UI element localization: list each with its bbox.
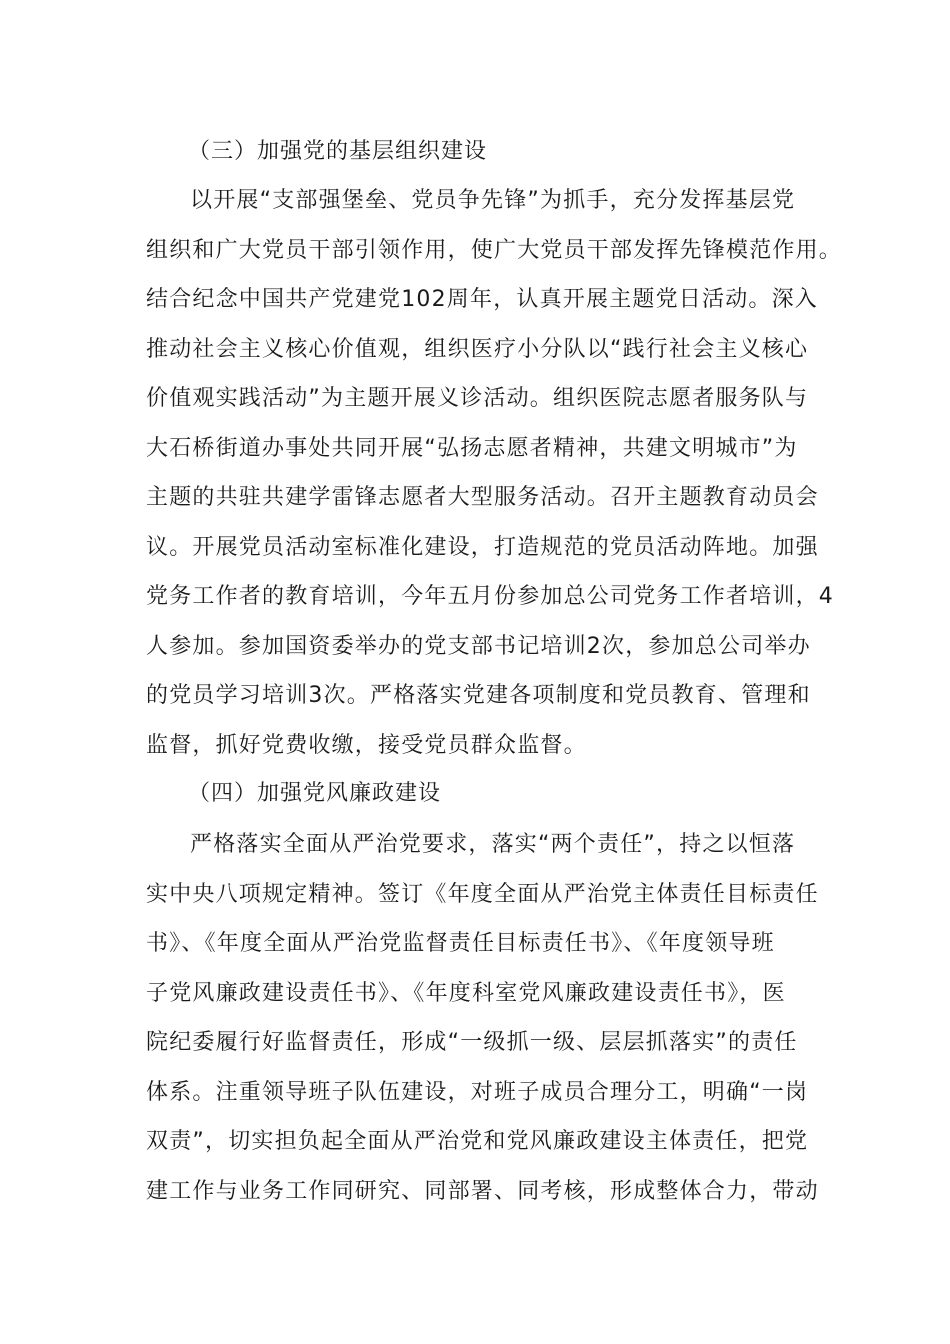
paragraph-line: 建工作与业务工作同研究、同部署、同考核，形成整体合力，带动 — [146, 1178, 819, 1204]
paragraph-line: 监督，抓好党费收缴，接受党员群众监督。 — [146, 732, 587, 758]
paragraph-line: 院纪委履行好监督责任，形成“一级抓一级、层层抓落实”的责任 — [146, 1030, 798, 1055]
paragraph-line: 主题的共驻共建学雷锋志愿者大型服务活动。召开主题教育动员会 — [146, 485, 819, 510]
paragraph-line: 子党风廉政建设责任书》、《年度科室党风廉政建设责任书》，医 — [146, 980, 786, 1006]
section-heading-3: （三）加强党的基层组织建设 — [188, 139, 488, 164]
paragraph-line: 的党员学习培训3次。严格落实党建各项制度和党员教育、管理和 — [146, 683, 811, 708]
paragraph-line: 双责”，切实担负起全面从严治党和党风廉政建设主体责任，把党 — [146, 1129, 809, 1154]
paragraph-line: 结合纪念中国共产党建党102周年，认真开展主题党日活动。深入 — [146, 287, 818, 312]
paragraph-line: 实中央八项规定精神。签订《年度全面从严治党主体责任目标责任 — [146, 881, 819, 907]
paragraph-line: 组织和广大党员干部引领作用，使广大党员干部发挥先锋模范作用。 — [146, 237, 843, 263]
paragraph-line: 党务工作者的教育培训，今年五月份参加总公司党务工作者培训，4 — [146, 584, 834, 609]
paragraph-line: 价值观实践活动”为主题开展义诊活动。组织医院志愿者服务队与 — [146, 386, 809, 411]
paragraph-line: 严格落实全面从严治党要求，落实“两个责任”，持之以恒落 — [190, 832, 796, 857]
section-3-paragraph — [146, 186, 843, 780]
paragraph-line: 推动社会主义核心价值观，组织医疗小分队以“践行社会主义核心 — [146, 336, 809, 362]
paragraph-line: 体系。注重领导班子队伍建设，对班子成员合理分工，明确“一岗 — [146, 1079, 809, 1105]
paragraph-line: 人参加。参加国资委举办的党支部书记培训2次，参加总公司举办 — [146, 633, 811, 659]
paragraph-line: 书》、《年度全面从严治党监督责任目标责任书》、《年度领导班 — [146, 931, 775, 956]
paragraph-line: 以开展“支部强堡垒、党员争先锋”为抓手，充分发挥基层党 — [190, 188, 796, 213]
paragraph-line: 大石桥街道办事处共同开展“弘扬志愿者精神，共建文明城市”为 — [146, 435, 798, 461]
section-4-paragraph — [146, 830, 826, 1226]
paragraph-line: 议。开展党员活动室标准化建设，打造规范的党员活动阵地。加强 — [146, 534, 819, 560]
section-heading-4: （四）加强党风廉政建设 — [188, 781, 442, 806]
